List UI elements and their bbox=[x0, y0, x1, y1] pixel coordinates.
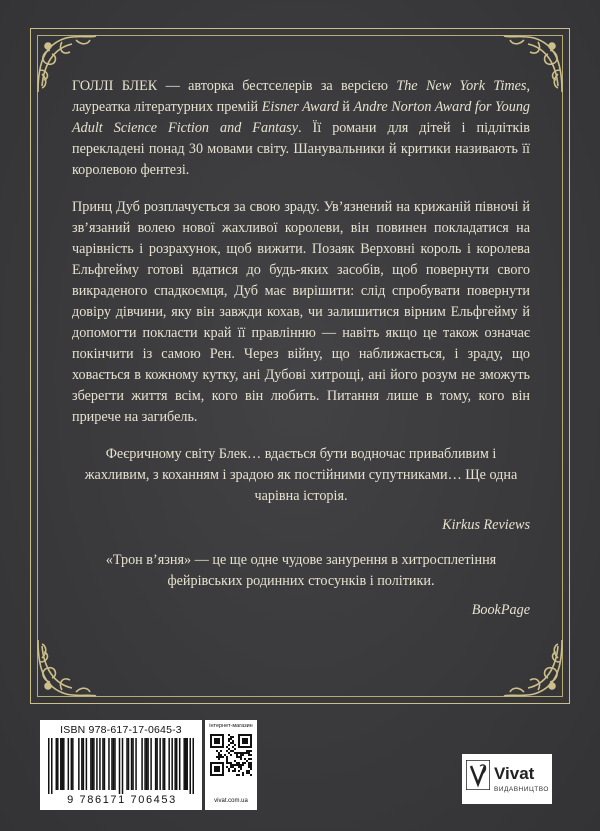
barcode-panel bbox=[40, 720, 202, 810]
bio-text: , лауреатка літературних премій bbox=[72, 78, 530, 115]
barcode-icon bbox=[48, 738, 194, 794]
barcode-digits: 9 786171 706453 bbox=[67, 794, 177, 806]
publisher-logo bbox=[462, 754, 552, 804]
qr-code-icon bbox=[210, 734, 252, 776]
author-bio bbox=[72, 76, 530, 181]
review-quote-1: Феєричному світу Блек… вдається бути водночас привабливим і жахливим, з коханням і зрадою як постійними супутниками… Ще одна чарівна історія. bbox=[84, 446, 518, 504]
publisher-subtitle: ВИДАВНИЦТВО bbox=[494, 786, 549, 793]
corner-ornament-icon bbox=[32, 632, 102, 702]
bio-text: . Її романи для дітей і підлітків перекладені понад 30 мовами світу. Шанувальники й критики називають її королевою фентезі. bbox=[72, 120, 530, 178]
nyt-title: The New York Times bbox=[396, 78, 527, 94]
author-name: ГОЛЛІ БЛЕК bbox=[72, 78, 158, 94]
synopsis: Принц Дуб розплачується за свою зраду. Ув’язнений на крижаній півночі й зв’язаний волею нової жахливої королеви, він повинен покладатися на чарівність і розрахунок, щоб вижити. Позаяк Верховні король і королева Ельфгейму готові вдатися до будь-яких засобів, щоб повернути свого викраденого спадкоємця, Дуб має вирішити: слід спробувати повернути довіру дівчини, яку він завжди кохав, чи залишитися вірним Ельфгейму й допомогти покласти край її правлінню — навіть якщо це також означає покінчити із самою Рен. Через війну, що наближається, і зраду, що ховається в кожному кутку, ані Дубові хитрощі, ані його розум не зможуть зберегти життя всім, кого він любить. Питання лише в тому, кого він прирече на загибель. bbox=[72, 199, 530, 425]
back-cover-text bbox=[72, 76, 530, 635]
qr-panel bbox=[205, 720, 257, 810]
review-quote-2: «Трон в’язня» — це ще одне чудове занурення в хитросплетіння фейрівських родинних стосунків і політики. bbox=[105, 552, 497, 589]
isbn-label: ISBN 978-617-17-0645-3 bbox=[60, 724, 182, 736]
bio-text: — авторка бестселерів за версією bbox=[157, 78, 397, 94]
review-source-1: Kirkus Reviews bbox=[442, 517, 530, 533]
qr-label: інтернет-магазин bbox=[209, 723, 253, 729]
review-source-2: BookPage bbox=[471, 602, 530, 618]
bio-text: й bbox=[338, 99, 354, 115]
publisher-name: Vivat bbox=[494, 764, 535, 783]
vivat-quill-icon bbox=[466, 760, 490, 790]
qr-url: vivat.com.ua bbox=[214, 798, 248, 804]
norton-award: Andre Norton Award for Young Adult Science Fiction and Fantasy bbox=[72, 99, 531, 136]
corner-ornament-icon bbox=[498, 632, 568, 702]
eisner-award: Eisner Award bbox=[261, 99, 339, 115]
